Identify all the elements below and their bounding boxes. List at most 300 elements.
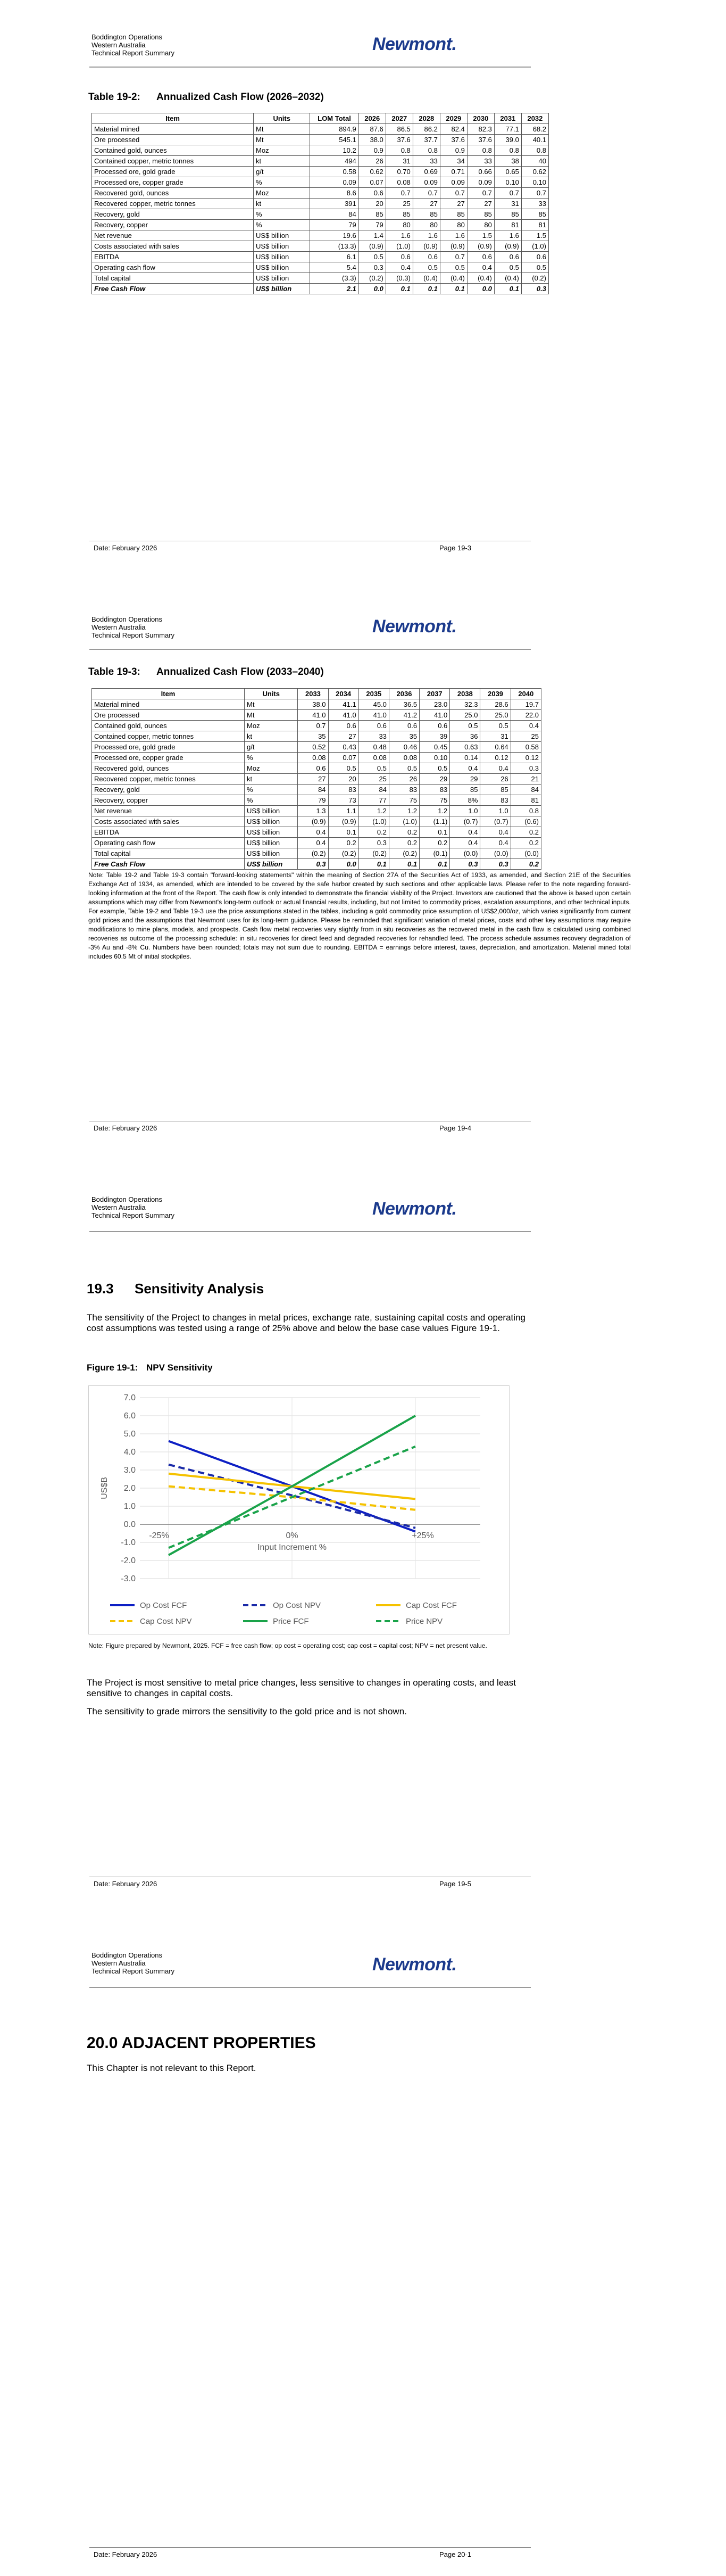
row-value: 25 [358,774,389,785]
row-value: (0.9) [328,816,358,827]
row-value: 0.7 [386,188,413,199]
table-row [92,262,549,273]
row-value: 87.6 [358,124,386,135]
row-units: Moz [245,763,298,774]
figure-label: Figure 19-1: [87,1363,138,1373]
row-value: 0.1 [420,859,450,870]
row-value: 0.64 [480,742,511,753]
table-label: Table 19-2: [88,92,140,103]
row-units: US$ billion [254,241,310,252]
page-header [91,1195,174,1219]
x-axis-label: Input Increment % [257,1543,327,1552]
table-row [92,806,541,816]
row-value: 0.08 [358,753,389,763]
row-value: 0.8 [467,145,494,156]
row-value: 0.2 [328,838,358,848]
cash-flow-table-2026-2032 [91,113,549,294]
row-units: US$ billion [245,806,298,816]
row-item: Contained gold, ounces [92,721,245,731]
row-value: 0.58 [310,167,358,177]
row-value: 1.5 [521,230,548,241]
table-row [92,753,541,763]
row-value: 0.6 [494,252,521,262]
column-header: 2029 [440,113,467,124]
row-value: 38.0 [298,699,328,710]
row-value: 84 [298,785,328,795]
row-value: 0.6 [521,252,548,262]
row-value: (0.9) [358,241,386,252]
row-units: Moz [254,188,310,199]
column-header: LOM Total [310,113,358,124]
row-units: % [254,177,310,188]
row-value: (0.3) [386,273,413,284]
header-line-2: Western Australia [91,1203,146,1211]
row-value: 40 [521,156,548,167]
row-value: 8.6 [310,188,358,199]
footer-page-number: Page 19-4 [439,1124,471,1132]
row-units: % [254,220,310,230]
row-value: 0.2 [420,838,450,848]
row-value: 0.5 [358,252,386,262]
legend-label: Op Cost FCF [140,1601,187,1610]
figure-caption [87,1363,213,1373]
table-caption [88,92,324,103]
row-units: kt [254,156,310,167]
section-number: 19.3 [87,1281,114,1297]
row-value: 1.1 [328,806,358,816]
table-row [92,816,541,827]
table-row [92,859,541,870]
row-item: Recovered copper, metric tonnes [92,774,245,785]
row-value: (0.4) [467,273,494,284]
row-units: US$ billion [254,252,310,262]
row-item: Total capital [92,273,254,284]
row-item: Net revenue [92,806,245,816]
row-value: 85 [358,209,386,220]
row-value: 37.6 [386,135,413,145]
row-value: 27 [467,199,494,209]
row-units: Mt [254,135,310,145]
row-value: 0.09 [310,177,358,188]
row-value: 81 [521,220,548,230]
row-value: 0.2 [389,838,419,848]
row-value: 0.3 [511,763,541,774]
row-value: 0.8 [494,145,521,156]
row-units: kt [245,731,298,742]
row-value: 0.4 [467,262,494,273]
row-value: (0.0) [480,848,511,859]
row-value: 82.3 [467,124,494,135]
header-line-2: Western Australia [91,1959,146,1967]
row-value: 0.1 [420,827,450,838]
row-value: 0.7 [440,252,467,262]
row-value: 83 [328,785,358,795]
table-row [92,156,549,167]
table-row [92,230,549,241]
row-value: 0.1 [358,859,389,870]
row-units: US$ billion [245,848,298,859]
row-value: 0.66 [467,167,494,177]
row-units: US$ billion [254,262,310,273]
row-value: (1.0) [358,816,389,827]
row-value: 1.6 [386,230,413,241]
row-value: 83 [389,785,419,795]
row-value: 0.63 [450,742,480,753]
chart-canvas [89,1386,509,1634]
row-value: 38 [494,156,521,167]
column-header: 2026 [358,113,386,124]
table-row [92,220,549,230]
row-value: (1.0) [386,241,413,252]
row-value: 0.12 [480,753,511,763]
header-line-1: Boddington Operations [91,33,162,41]
row-value: (1.1) [420,816,450,827]
row-value: 0.3 [298,859,328,870]
row-value: 41.2 [389,710,419,721]
row-item: Recovery, copper [92,795,245,806]
row-item: Recovery, copper [92,220,254,230]
row-units: kt [245,774,298,785]
row-units: US$ billion [254,284,310,294]
row-item: EBITDA [92,252,254,262]
column-header: 2039 [480,689,511,699]
row-value: 33 [521,199,548,209]
table-row [92,795,541,806]
legend-label: Price FCF [273,1617,309,1626]
column-header: 2032 [521,113,548,124]
table-note: Note: Table 19-2 and Table 19-3 contain "forward-looking statements" within the meaning of Section 27A of the Securities Act of 1933, as amended, and Section 21E of the Securities Exchange Act of 1934, as amended, which are intended to be covered by the safe harbor created by such sections and other applicable laws. Please refer to the note regarding forward-looking information at the front of the Report. The cash flow is only intended to demonstrate the financial viability of the Project. Investors are cautioned that the above is based upon certain assumptions which may differ from Newmont's long-term outlook or actual financial results, including, but not limited to commodity prices, escalation assumptions, and other technical inputs. For example, Table 19-2 and Table 19-3 use the price assumptions stated in the tables, including a gold commodity price assumption of US$2,000/oz, which varies significantly from current gold prices and the assumptions that Newmont uses for its long-term guidance. Please be reminded that significant variation of metal prices, costs and other key assumptions may require modifications to mine plans, models, and prospects. Cash flow metal recoveries vary slightly from in situ recoveries as the recovered metal in the cash flow is calculated using combined recoveries as outcome of the processing schedule: in situ recoveries for direct feed and degraded recoveries for rehandled feed. The process schedule assumes recovery degradation of -3% Au and -8% Cu. Numbers have been rounded; totals may not sum due to rounding. EBITDA = earnings before interest, taxes, depreciation, and amortization. Material mined total includes 60.5 Mt of initial stockpiles. [88,871,631,960]
row-value: 0.6 [467,252,494,262]
column-header: 2033 [298,689,328,699]
row-value: 79 [358,220,386,230]
row-item: Operating cash flow [92,838,245,848]
row-value: 36 [450,731,480,742]
row-value: 0.1 [389,859,419,870]
row-value: 0.09 [467,177,494,188]
row-value: 25.0 [450,710,480,721]
row-value: 22.0 [511,710,541,721]
newmont-logo: Newmont. [372,34,457,54]
row-value: 0.08 [389,753,419,763]
row-value: 29 [420,774,450,785]
row-value: 1.3 [298,806,328,816]
row-value: 0.4 [480,838,511,848]
row-value: 0.62 [358,167,386,177]
footer-date: Date: February 2026 [94,544,157,552]
row-item: Free Cash Flow [92,859,245,870]
row-value: 26 [358,156,386,167]
header-line-3: Technical Report Summary [91,1967,175,1975]
row-value: 80 [440,220,467,230]
row-item: Processed ore, copper grade [92,177,254,188]
row-value: 1.2 [420,806,450,816]
row-value: 41.0 [420,710,450,721]
row-value: 26 [389,774,419,785]
row-value: 0.6 [413,252,440,262]
row-value: 1.0 [480,806,511,816]
row-value: 0.7 [440,188,467,199]
newmont-logo: Newmont. [372,616,457,637]
row-value: (0.4) [494,273,521,284]
row-value: 84 [310,209,358,220]
row-units: g/t [245,742,298,753]
table-row [92,699,541,710]
row-value: 0.5 [413,262,440,273]
row-value: 0.10 [521,177,548,188]
column-header: 2031 [494,113,521,124]
row-units: Moz [245,721,298,731]
row-value: 0.7 [413,188,440,199]
row-value: 27 [413,199,440,209]
row-value: 33 [413,156,440,167]
row-value: 1.5 [467,230,494,241]
row-value: 38.0 [358,135,386,145]
y-tick-label: 5.0 [123,1430,136,1439]
row-units: % [254,209,310,220]
row-value: 29 [450,774,480,785]
row-value: 0.09 [440,177,467,188]
newmont-logo: Newmont. [372,1954,457,1975]
table-row [92,188,549,199]
footer-page-number: Page 19-3 [439,544,471,552]
figure-note: Note: Figure prepared by Newmont, 2025. FCF = free cash flow; op cost = operating cost; cap cost = capital cost; NPV = net present value. [88,1642,487,1649]
row-value: (0.0) [511,848,541,859]
row-value: 0.14 [450,753,480,763]
row-value: 5.4 [310,262,358,273]
row-value: 21 [511,774,541,785]
row-value: 0.4 [511,721,541,731]
row-value: 391 [310,199,358,209]
row-value: 31 [386,156,413,167]
table-row [92,241,549,252]
row-item: Recovery, gold [92,209,254,220]
row-value: 77 [358,795,389,806]
row-value: (13.3) [310,241,358,252]
row-item: Contained gold, ounces [92,145,254,156]
row-value: 85 [450,785,480,795]
row-value: 0.5 [358,763,389,774]
cash-flow-table-2033-2040 [91,688,541,870]
header-line-3: Technical Report Summary [91,631,175,639]
column-header: 2037 [420,689,450,699]
table-row [92,848,541,859]
row-value: 0.6 [358,188,386,199]
row-value: 0.5 [450,721,480,731]
row-value: 20 [358,199,386,209]
row-value: 83 [420,785,450,795]
row-units: g/t [254,167,310,177]
table-row [92,145,549,156]
row-value: 81 [494,220,521,230]
row-value: 0.8 [511,806,541,816]
header-line-1: Boddington Operations [91,615,162,623]
row-value: 0.4 [386,262,413,273]
row-value: 41.1 [328,699,358,710]
row-value: 0.08 [386,177,413,188]
row-value: 85 [467,209,494,220]
row-value: 25.0 [480,710,511,721]
row-value: (0.2) [298,848,328,859]
row-value: 0.2 [389,827,419,838]
row-value: 0.52 [298,742,328,753]
row-value: 0.5 [420,763,450,774]
y-tick-label: 2.0 [123,1484,136,1493]
row-value: 27 [298,774,328,785]
row-value: 0.69 [413,167,440,177]
row-item: Total capital [92,848,245,859]
row-value: 0.46 [389,742,419,753]
row-units: US$ billion [254,230,310,241]
row-item: Processed ore, gold grade [92,167,254,177]
row-value: 37.6 [440,135,467,145]
row-value: 85 [521,209,548,220]
row-units: kt [254,199,310,209]
row-value: 0.1 [386,284,413,294]
row-value: 41.0 [298,710,328,721]
row-value: 28.6 [480,699,511,710]
table-row [92,135,549,145]
row-value: 0.3 [358,838,389,848]
row-value: 80 [386,220,413,230]
row-value: 0.4 [298,827,328,838]
chapter-text: This Chapter is not relevant to this Report. [87,2063,256,2073]
footer-page-number: Page 19-5 [439,1880,471,1888]
row-item: Recovery, gold [92,785,245,795]
column-header: 2035 [358,689,389,699]
y-tick-label: -2.0 [121,1556,136,1565]
header-line-1: Boddington Operations [91,1195,162,1203]
row-value: 73 [328,795,358,806]
header-rule [89,67,531,68]
column-header: Item [92,689,245,699]
row-value: 0.07 [328,753,358,763]
row-value: 0.5 [328,763,358,774]
table-row [92,731,541,742]
row-value: 25 [386,199,413,209]
row-value: 80 [467,220,494,230]
table-title: Annualized Cash Flow (2033–2040) [156,666,324,678]
row-value: 0.4 [450,763,480,774]
table-row [92,838,541,848]
row-value: 0.2 [511,827,541,838]
row-value: 84 [511,785,541,795]
row-value: 79 [310,220,358,230]
row-value: 0.70 [386,167,413,177]
row-value: 85 [440,209,467,220]
row-value: 6.1 [310,252,358,262]
row-value: 84 [358,785,389,795]
row-item: Recovered gold, ounces [92,188,254,199]
footer-date: Date: February 2026 [94,1124,157,1132]
row-value: 27 [440,199,467,209]
row-value: 1.6 [494,230,521,241]
row-value: 0.07 [358,177,386,188]
row-units: Mt [245,710,298,721]
header-line-2: Western Australia [91,41,146,49]
row-value: 894.9 [310,124,358,135]
row-value: 0.3 [450,859,480,870]
row-value: 0.5 [440,262,467,273]
column-header: 2034 [328,689,358,699]
row-value: 1.0 [450,806,480,816]
header-line-2: Western Australia [91,623,146,631]
row-value: 0.1 [413,284,440,294]
row-value: (0.9) [413,241,440,252]
row-value: 0.6 [328,721,358,731]
row-value: 0.0 [328,859,358,870]
row-units: US$ billion [245,838,298,848]
row-value: 8% [450,795,480,806]
table-row [92,763,541,774]
row-value: (0.6) [511,816,541,827]
row-value: 19.6 [310,230,358,241]
table-row [92,167,549,177]
row-item: Material mined [92,699,245,710]
table-row [92,774,541,785]
row-value: 0.09 [413,177,440,188]
row-value: 0.6 [420,721,450,731]
table-row [92,721,541,731]
row-value: 19.7 [511,699,541,710]
row-item: Free Cash Flow [92,284,254,294]
row-value: 41.0 [358,710,389,721]
row-value: 0.10 [494,177,521,188]
row-value: 81 [511,795,541,806]
row-value: 20 [328,774,358,785]
row-value: (0.9) [494,241,521,252]
row-value: (0.4) [440,273,467,284]
row-units: US$ billion [245,859,298,870]
row-value: 82.4 [440,124,467,135]
table-row [92,827,541,838]
footer-rule [89,2547,531,2548]
legend-label: Cap Cost FCF [406,1601,457,1610]
sensitivity-paragraph: The Project is most sensitive to metal price changes, less sensitive to changes in operating costs, and least sensitive to changes in capital costs. [87,1678,516,1698]
intro-paragraph: The sensitivity of the Project to changes in metal prices, exchange rate, sustaining capital costs and operating cost assumptions was tested using a range of 25% above and below the base case values Figure 19-1. [87,1312,525,1333]
row-value: 26 [480,774,511,785]
y-axis-label: US$B [100,1477,109,1499]
row-value: 0.3 [358,262,386,273]
row-value: 85 [413,209,440,220]
row-value: 85 [386,209,413,220]
row-value: 40.1 [521,135,548,145]
row-value: 41.0 [328,710,358,721]
row-item: Recovered copper, metric tonnes [92,199,254,209]
row-item: Material mined [92,124,254,135]
row-value: 1.2 [389,806,419,816]
table-row [92,785,541,795]
column-header: 2038 [450,689,480,699]
row-value: 0.6 [386,252,413,262]
row-value: 0.6 [358,721,389,731]
row-value: 1.4 [358,230,386,241]
table-row [92,273,549,284]
row-value: 0.8 [386,145,413,156]
row-value: 0.12 [511,753,541,763]
table-row [92,199,549,209]
header-rule [89,649,531,650]
row-value: 0.9 [358,145,386,156]
row-item: Net revenue [92,230,254,241]
row-value: (0.9) [298,816,328,827]
table-row [92,252,549,262]
row-value: 0.43 [328,742,358,753]
row-value: (0.2) [358,273,386,284]
row-value: (0.2) [328,848,358,859]
row-value: 2.1 [310,284,358,294]
row-value: 0.4 [450,827,480,838]
row-value: 1.6 [440,230,467,241]
